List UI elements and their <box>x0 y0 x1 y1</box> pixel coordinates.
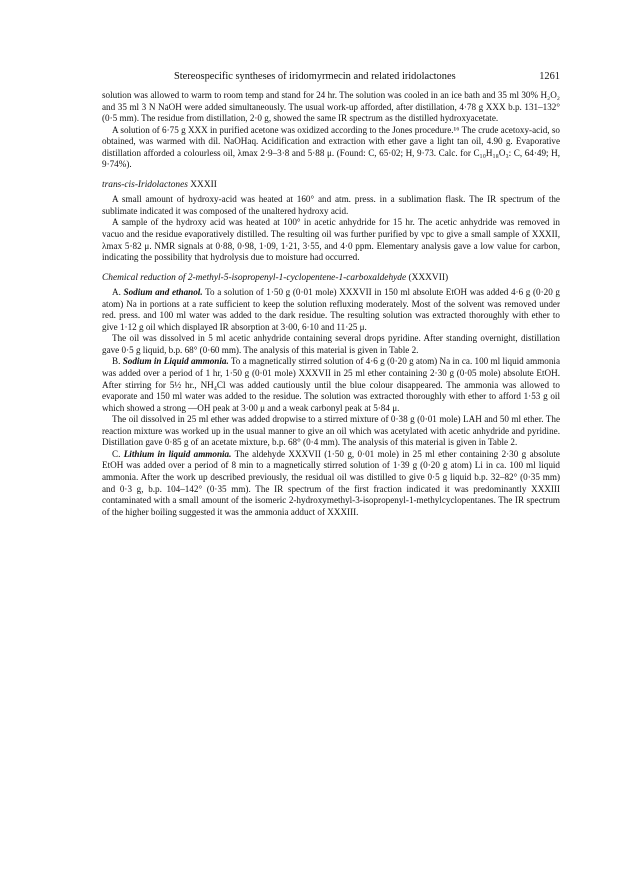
paragraph-acetic-anhydride: A sample of the hydroxy acid was heated at 100° in acetic anhydride for 15 hr. The acetic anhydride was removed in vacuo and the residue evaporatively distilled. The resulting oil was further purified by vpc to give a small sample of XXXII, λmax 5·82 μ. NMR signals at 0·88, 0·98, 1·09, 1·21, 3·55, and 4·0 ppm. Elementary analysis gave a low value for carbon, indicating the possibility that hydrolysis due to moisture had occurred. <box>102 217 560 263</box>
article-body <box>102 90 560 518</box>
paragraph-method-c <box>102 449 560 518</box>
running-title: Stereospecific syntheses of iridomyrmecin and related iridolactones <box>174 71 456 82</box>
page-number: 1261 <box>539 71 560 82</box>
method-title: Sodium in Liquid ammonia. <box>122 356 229 367</box>
method-text: The aldehyde XXXVII (1·50 g, 0·01 mole) in 25 ml ether containing 2·30 g absolute EtOH was added over a period of 8 min to a magnetically stirred solution of 1·39 g (0·20 g atom) Li in ca. 100 ml liquid ammonia. After the work up described previously, the residual oil was distilled to give 0·5 g liquid b.p. 32–82° (0·35 mm) and 0·3 g, b.p. 104–142° (0·35 mm). The IR spectrum of the first fraction indicated it was predominantly XXXIII contaminated with a small amount of the isomeric 2-hydroxymethyl-3-isopropenyl-1-methylcyclopentanes. The IR spectrum of the higher boiling suggested it was the ammonia adduct of XXXIII. <box>102 448 560 517</box>
method-label: A. <box>112 287 121 298</box>
section-heading-number: (XXXVII) <box>408 272 449 283</box>
method-label: C. <box>112 448 121 459</box>
method-title: Lithium in liquid ammonia. <box>123 448 232 459</box>
section-heading-number: XXXII <box>190 179 217 190</box>
paragraph-sublimation: A small amount of hydroxy-acid was heated at 160° and atm. press. in a sublimation flask. The IR spectrum of the sublimate indicated it was composed of the unaltered hydroxy acid. <box>102 194 560 216</box>
paragraph-method-b <box>102 356 560 414</box>
method-text: To a magnetically stirred solution of 4·6 g (0·20 g atom) Na in ca. 100 ml liquid ammonia was added over a period of 1 hr, 1·50 g (0·01 mole) XXXVII in 25 ml ether containing 2·30 g (0·05 mole) absolute EtOH. After stirring for 5½ hr., NH₄Cl was added cautiously until the blue colour disappeared. The ammonia was allowed to evaporate and 150 ml water was added to the residue. The solution was extracted thoroughly with ether to afford 1·53 g oil which showed a strong —OH peak at 3·00 μ and a weak carbonyl peak at 5·84 μ. <box>102 356 561 413</box>
paragraph-method-a <box>102 287 560 333</box>
method-text: To a solution of 1·50 g (0·01 mole) XXXVII in 150 ml absolute EtOH was added 4·6 g (0·20 g atom) Na in portions at a rate sufficient to keep the solution refluxing moderately. Most of the solvent was removed under red. press. and 100 ml water was added to the dark residue. The resulting solution was extracted thoroughly with ether to give 1·12 g oil which displayed IR absorption at 3·00, 6·10 and 11·25 μ. <box>102 287 560 332</box>
paragraph-continuation: solution was allowed to warm to room temp and stand for 24 hr. The solution was cooled in an ice bath and 35 ml 30% H₂O₂ and 35 ml 3 N NaOH were added simultaneously. The usual work-up afforded, after distillation, 4·78 g XXX b.p. 131–132° (0·5 mm). The residue from distillation, 2·0 g, showed the same IR spectrum as the distilled hydroxyacetate. <box>102 90 560 124</box>
paragraph-lah-reduction: The oil dissolved in 25 ml ether was added dropwise to a stirred mixture of 0·38 g (0·01 mole) LAH and 50 ml ether. The reaction mixture was worked up in the usual manner to give an oil which was acetylated with acetic anhydride and pyridine. Distillation gave 0·85 g of an acetate mixture, b.p. 68° (0·4 mm). The analysis of this material is given in Table 2. <box>102 414 560 448</box>
paragraph-jones-oxidation: A solution of 6·75 g XXX in purified acetone was oxidized according to the Jones procedure.¹⁶ The crude acetoxy-acid, so obtained, was warmed with dil. NaOHaq. Acidification and extraction with ether gave a light tan oil, 4.90 g. Evaporative distillation afforded a colourless oil, λmax 2·9–3·8 and 5·88 μ. (Found: C, 65·02; H, 9·73. Calc. for C₁₀H₁₈O₃: C, 64·49; H, 9·74%). <box>102 124 560 170</box>
section-heading-title: Chemical reduction of 2-methyl-5-isopropenyl-1-cyclopentene-1-carboxaldehyde <box>102 272 407 283</box>
section-heading-iridolactones <box>102 180 560 192</box>
method-label: B. <box>112 356 121 367</box>
paragraph-acetylation: The oil was dissolved in 5 ml acetic anhydride containing several drops pyridine. After standing overnight, distillation gave 0·5 g liquid, b.p. 68° (0·60 mm). The analysis of this material is given in Table 2. <box>102 333 560 355</box>
method-title: Sodium and ethanol. <box>123 287 203 298</box>
section-heading-title: trans-cis-Iridolactones <box>102 179 188 190</box>
section-heading-chemical-reduction <box>102 273 560 285</box>
